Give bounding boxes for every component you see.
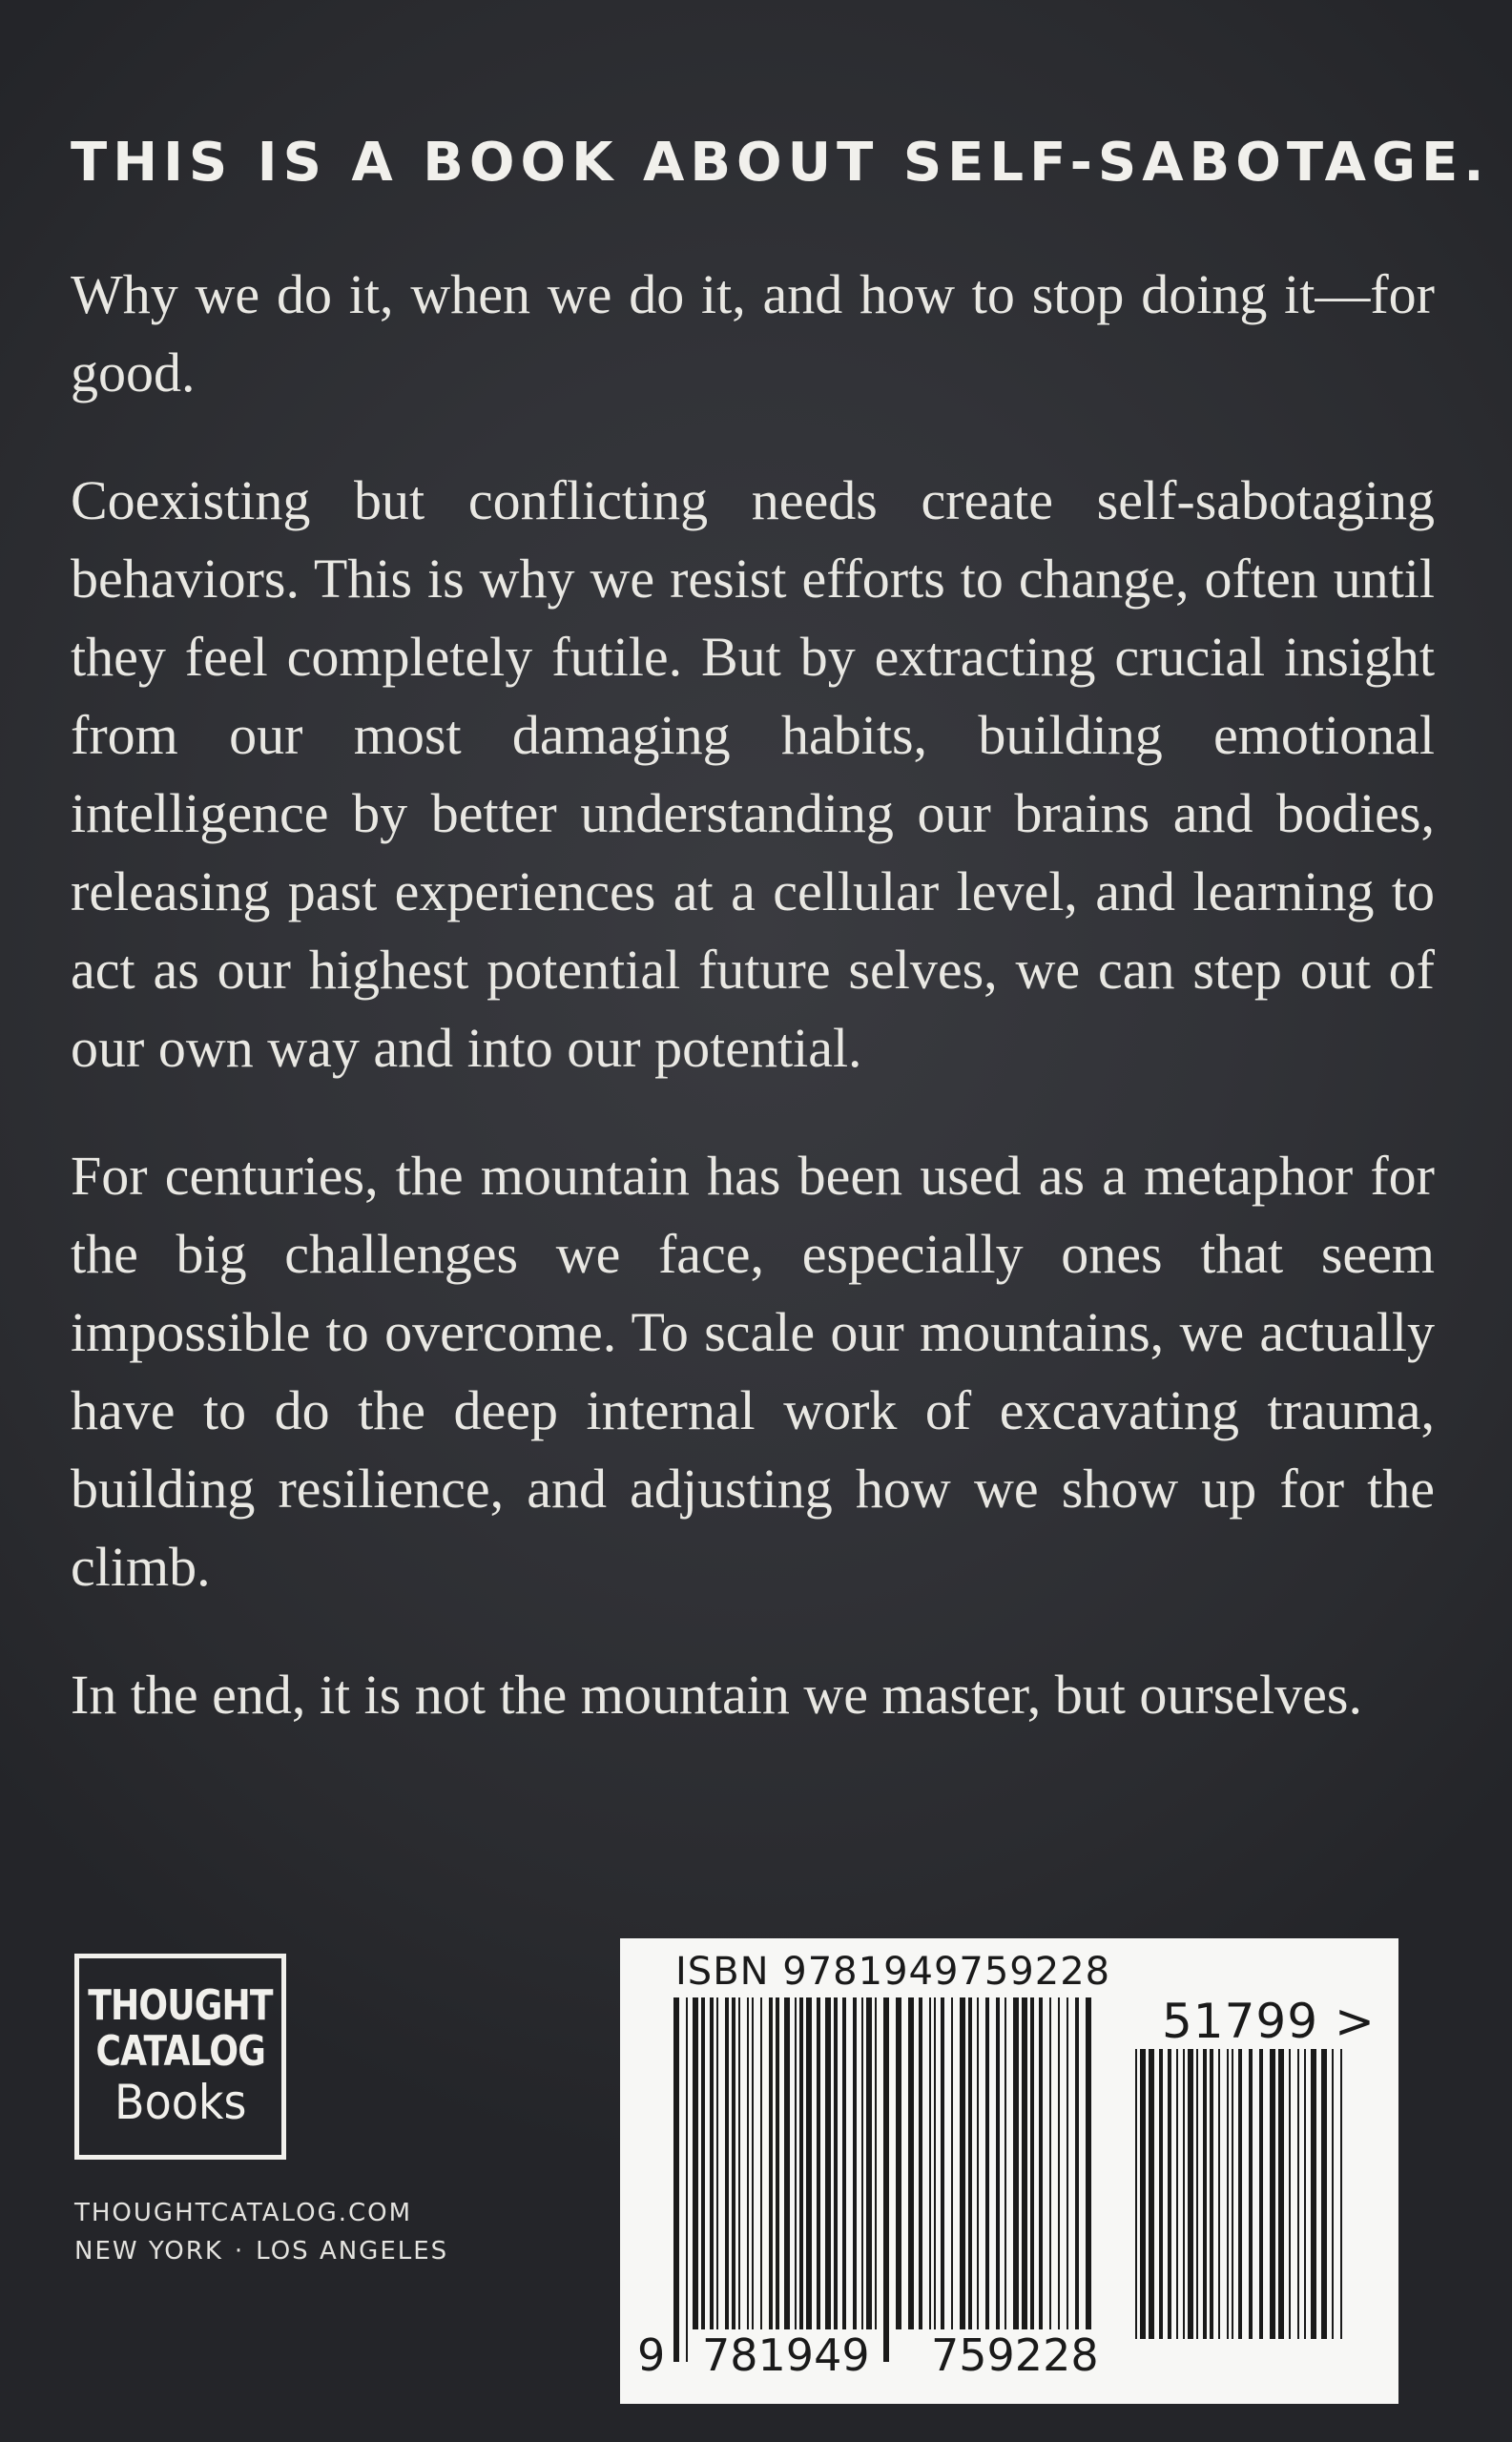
barcode-bar	[866, 1997, 872, 2329]
barcode-bar	[1005, 1997, 1006, 2329]
publisher-info	[74, 2194, 448, 2270]
barcode-bar	[776, 1997, 779, 2329]
logo-line-thought: THOUGHT	[88, 1981, 273, 2030]
paragraph-1: Why we do it, when we do it, and how to stop doing it—for good.	[71, 263, 1435, 404]
description	[71, 256, 1435, 1784]
barcode-bar	[693, 1997, 698, 2329]
barcode-bar	[1049, 1997, 1051, 2329]
barcode-bar	[1149, 2049, 1154, 2339]
barcode-bar	[1278, 2049, 1284, 2339]
barcode-bar	[1340, 2049, 1342, 2339]
barcode-bar	[701, 1997, 705, 2329]
barcode-bar	[1075, 1997, 1079, 2329]
barcode-bar	[1176, 2049, 1178, 2339]
barcode-bar	[996, 1997, 1000, 2329]
paragraph-3: For centuries, the mountain has been used as a metaphor for the big challenges we face, especially ones that seem impossible to overcome. To scale our mountains, we actually have to do the deep internal work of excavating trauma, building resilience, and adjusting how we show up for the climb.	[71, 1145, 1435, 1598]
price-code: 51799 >	[1162, 1994, 1376, 2049]
barcode-bar	[960, 1997, 965, 2329]
barcode-digits-group1: 781949	[698, 2329, 874, 2381]
logo-line-books: Books	[114, 2075, 247, 2130]
barcode-bar	[1270, 2049, 1275, 2339]
barcode-digits-group2: 759228	[927, 2329, 1103, 2381]
barcode-bar	[1135, 2049, 1137, 2339]
publisher-website: THOUGHTCATALOG.COM	[74, 2199, 413, 2227]
barcode-bar	[1227, 2049, 1229, 2339]
barcode-bar	[1013, 1997, 1019, 2329]
barcode-bar	[1210, 2049, 1213, 2339]
barcode-bar	[861, 1997, 863, 2329]
headline: THIS IS A BOOK ABOUT SELF-SABOTAGE.	[71, 132, 1490, 194]
barcode-bar	[795, 1997, 797, 2329]
paragraph-4: In the end, it is not the mountain we master, but ourselves.	[71, 1664, 1362, 1726]
barcode-bar	[834, 1997, 838, 2329]
barcode-bar	[673, 1997, 679, 2362]
barcode-bar	[934, 1997, 936, 2329]
barcode-bar	[716, 1997, 718, 2329]
barcode-bar	[1022, 1997, 1027, 2329]
barcode-panel	[620, 1938, 1398, 2404]
barcode-bar	[1188, 2049, 1193, 2339]
barcode-bar	[929, 1997, 931, 2329]
barcode-bar	[1030, 1997, 1034, 2329]
barcode-bar	[732, 1997, 735, 2329]
barcode-bar	[686, 1997, 688, 2362]
barcode-bar	[853, 1997, 857, 2329]
barcode-bar	[1203, 2049, 1207, 2339]
barcode-bar	[1321, 2049, 1327, 2339]
barcode-bar	[1140, 2049, 1146, 2339]
barcode-bar	[1039, 1997, 1043, 2329]
publisher-logo	[74, 1954, 286, 2160]
barcode-bar	[941, 1997, 944, 2329]
barcode-bar	[752, 1997, 754, 2329]
price-barcode-bars	[1135, 2049, 1342, 2339]
barcode-bar	[951, 1997, 953, 2329]
barcode-bar	[738, 1997, 740, 2329]
barcode-bar	[1297, 2049, 1299, 2339]
barcode-bar	[919, 1997, 922, 2329]
city-separator: ·	[234, 2237, 245, 2266]
barcode-bar	[1232, 2049, 1233, 2339]
city-new-york: NEW YORK	[74, 2237, 223, 2266]
barcode-bar	[1304, 2049, 1306, 2339]
barcode-bar	[908, 1997, 914, 2329]
barcode-bar	[799, 1997, 803, 2329]
barcode-bar	[1196, 2049, 1198, 2339]
barcode-bar	[1238, 2049, 1242, 2339]
barcode-bar	[1159, 2049, 1163, 2339]
barcode-bar	[883, 1997, 889, 2362]
barcode-bar	[747, 1997, 749, 2329]
isbn-label: ISBN 9781949759228	[675, 1950, 1111, 1994]
barcode-bar	[817, 1997, 820, 2329]
barcode-bar	[725, 1997, 729, 2329]
barcode-bar	[1332, 2049, 1334, 2339]
barcode-bar	[825, 1997, 831, 2329]
barcode-bar	[1168, 2049, 1171, 2339]
barcode-bar	[784, 1997, 790, 2329]
paragraph-2: Coexisting but conflicting needs create self-sabotaging behaviors. This is why we resist efforts to change, often until they feel completely futile. But by extracting crucial insight from our most damaging habits, building emotional intelligence by better understanding our brains and bodies, releasing past experiences at a cellular level, and learning to act as our highest potential future selves, we can step out of our own way and into our potential.	[71, 469, 1435, 1079]
barcode-bar	[806, 1997, 812, 2329]
isbn-barcode-bars	[673, 1997, 1091, 2362]
barcode-bar	[1249, 2049, 1253, 2339]
barcode-bar	[896, 1997, 901, 2329]
barcode-bar	[1259, 2049, 1263, 2339]
barcode-bar	[1289, 2049, 1291, 2339]
barcode-bar	[875, 1997, 877, 2329]
barcode-digit-lead: 9	[633, 2329, 669, 2381]
barcode-bar	[985, 1997, 989, 2329]
barcode-bar	[769, 1997, 773, 2329]
publisher-cities	[74, 2232, 448, 2270]
barcode-bar	[977, 1997, 979, 2329]
city-los-angeles: LOS ANGELES	[256, 2237, 449, 2266]
barcode-bar	[710, 1997, 714, 2329]
barcode-bar	[1058, 1997, 1060, 2329]
barcode-bar	[1086, 1997, 1091, 2362]
barcode-bar	[842, 1997, 846, 2329]
barcode-bar	[968, 1997, 972, 2329]
barcode-bar	[1311, 2049, 1316, 2339]
barcode-bar	[1067, 1997, 1068, 2329]
barcode-bar	[760, 1997, 762, 2329]
barcode-bar	[1183, 2049, 1185, 2339]
logo-line-catalog: CATALOG	[95, 2027, 265, 2076]
barcode-bar	[1218, 2049, 1220, 2339]
